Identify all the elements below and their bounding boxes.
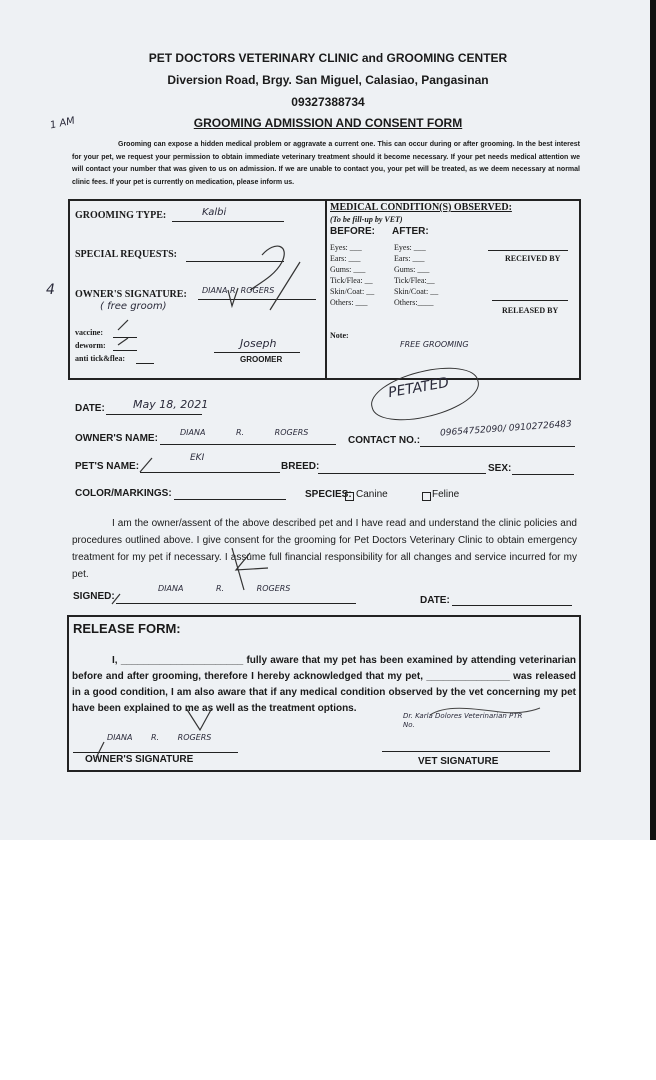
vet-signature-stroke <box>430 708 540 715</box>
owner-name-label: OWNER'S NAME: <box>75 433 158 444</box>
after-item: Ears: ___ <box>394 254 425 263</box>
margin-note: 1 AM <box>49 115 76 132</box>
after-item: Gums: ___ <box>394 265 430 274</box>
vaccine-label: vaccine: <box>75 328 103 337</box>
signature-stroke <box>96 742 104 758</box>
stamp-text: PETATED <box>387 374 451 402</box>
signed-value: DIANA R. ROGERS <box>158 584 291 593</box>
owner-signature-label: OWNER'S SIGNATURE: <box>75 289 187 300</box>
consent-date-label: DATE: <box>420 595 450 606</box>
medical-title: MEDICAL CONDITION(S) OBSERVED: <box>330 202 512 213</box>
check-stroke <box>118 320 128 330</box>
release-owner-signature-label: OWNER'S SIGNATURE <box>85 754 194 765</box>
before-item: Others: ___ <box>330 298 368 307</box>
owner-name-value: DIANA R. ROGERS <box>180 428 309 437</box>
clinic-name: PET DOCTORS VETERINARY CLINIC and GROOMING CENTER <box>148 51 508 65</box>
after-item: Tick/Flea:__ <box>394 276 435 285</box>
antitick-label: anti tick&flea: <box>75 354 125 363</box>
pet-name-stroke <box>140 458 152 472</box>
grooming-type-label: GROOMING TYPE: <box>75 210 167 221</box>
clinic-address: Diversion Road, Brgy. San Miguel, Calasiao, Pangasinan <box>167 73 489 87</box>
color-label: COLOR/MARKINGS: <box>75 488 172 499</box>
species-label: SPECIES: <box>305 489 352 500</box>
feline-label: Feline <box>432 489 460 500</box>
canine-label: Canine <box>356 489 388 500</box>
contact-label: CONTACT NO.: <box>348 435 421 446</box>
before-item: Tick/Flea: __ <box>330 276 373 285</box>
deworm-label: deworm: <box>75 341 106 350</box>
grooming-type-value: Kalbi <box>202 207 227 218</box>
groomer-label: GROOMER <box>240 355 283 364</box>
after-item: Eyes: ___ <box>394 243 426 252</box>
special-requests-label: SPECIAL REQUESTS: <box>75 249 177 260</box>
vet-signature-label: VET SIGNATURE <box>418 756 499 767</box>
after-item: Skin/Coat: __ <box>394 287 439 296</box>
signature-stroke <box>232 548 244 590</box>
clinic-phone: 09327388734 <box>291 95 365 109</box>
received-by-label: RECEIVED BY <box>505 254 561 263</box>
date-value: May 18, 2021 <box>133 398 209 411</box>
signature-stroke <box>228 288 238 306</box>
signed-label: SIGNED: <box>73 591 115 602</box>
sex-label: SEX: <box>488 463 512 474</box>
check-stroke <box>118 338 128 345</box>
release-owner-signature-value: DIANA R. ROGERS <box>107 733 212 742</box>
free-groom-note: ( free groom) <box>100 301 167 312</box>
signature-stroke <box>112 594 120 604</box>
pet-name-value: EKI <box>190 453 205 463</box>
vet-stamp: Dr. Karla Dolores Veterinarian PTR No. <box>403 712 523 729</box>
contact-value: 09654752090/ 09102726483 <box>439 419 573 439</box>
release-paragraph: I, ______________________ fully aware that my pet has been examined by attending veterinarian before and after grooming, therefore I hereby acknowledged that my pet, _______________ was released in a good condition, I am also aware that if any medical condition observed by the vet concerning my pet have been explained to me as well as the treatment options. <box>72 655 576 714</box>
pet-name-label: PET'S NAME: <box>75 461 140 472</box>
before-item: Skin/Coat: __ <box>330 287 375 296</box>
before-item: Ears: ___ <box>330 254 361 263</box>
intro-text: Grooming can expose a hidden medical problem or aggravate a current one. This can occur during or after grooming. In the best interest for your pet, we request your permission to obtain immediate veterinary treatment should it become necessary. If your pet needs medical attention we will contact your number that was given to us on admission. If we are unable to contact you, your pet will be treated, as we deem necessary at normal clinic fees. If your pet is currently on medication, please inform us. <box>72 141 580 186</box>
form-title: GROOMING ADMISSION AND CONSENT FORM <box>193 116 463 130</box>
signature-stroke <box>270 262 300 310</box>
signature-stroke <box>186 708 212 730</box>
after-label: AFTER: <box>392 226 429 237</box>
before-item: Gums: ___ <box>330 265 366 274</box>
consent-paragraph: I am the owner/assent of the above described pet and I have read and understand the clinic policies and procedures outlined above. I give consent for the grooming for Pet Doctors Veterinary Clinic to obtain emergency treatment for my pet if necessary. I assume full financial responsibility for all changes and service incurred for my pet. <box>72 518 577 580</box>
before-label: BEFORE: <box>330 226 375 237</box>
date-label: DATE: <box>75 403 105 414</box>
signature-stroke <box>236 553 268 570</box>
before-item: Eyes: ___ <box>330 243 362 252</box>
margin-number: 4 <box>46 282 55 298</box>
signature-stroke <box>250 246 284 290</box>
groomer-name: Joseph <box>240 337 277 350</box>
released-by-label: RELEASED BY <box>502 306 559 315</box>
medical-subtitle: (To be fill-up by VET) <box>330 215 403 224</box>
breed-label: BREED: <box>281 461 320 472</box>
after-item: Others:____ <box>394 298 434 307</box>
owner-signature-value: DIANA R. ROGERS <box>202 286 275 295</box>
note-value: FREE GROOMING <box>400 340 469 349</box>
release-title: RELEASE FORM: <box>73 621 181 636</box>
note-label: Note: <box>330 331 349 340</box>
